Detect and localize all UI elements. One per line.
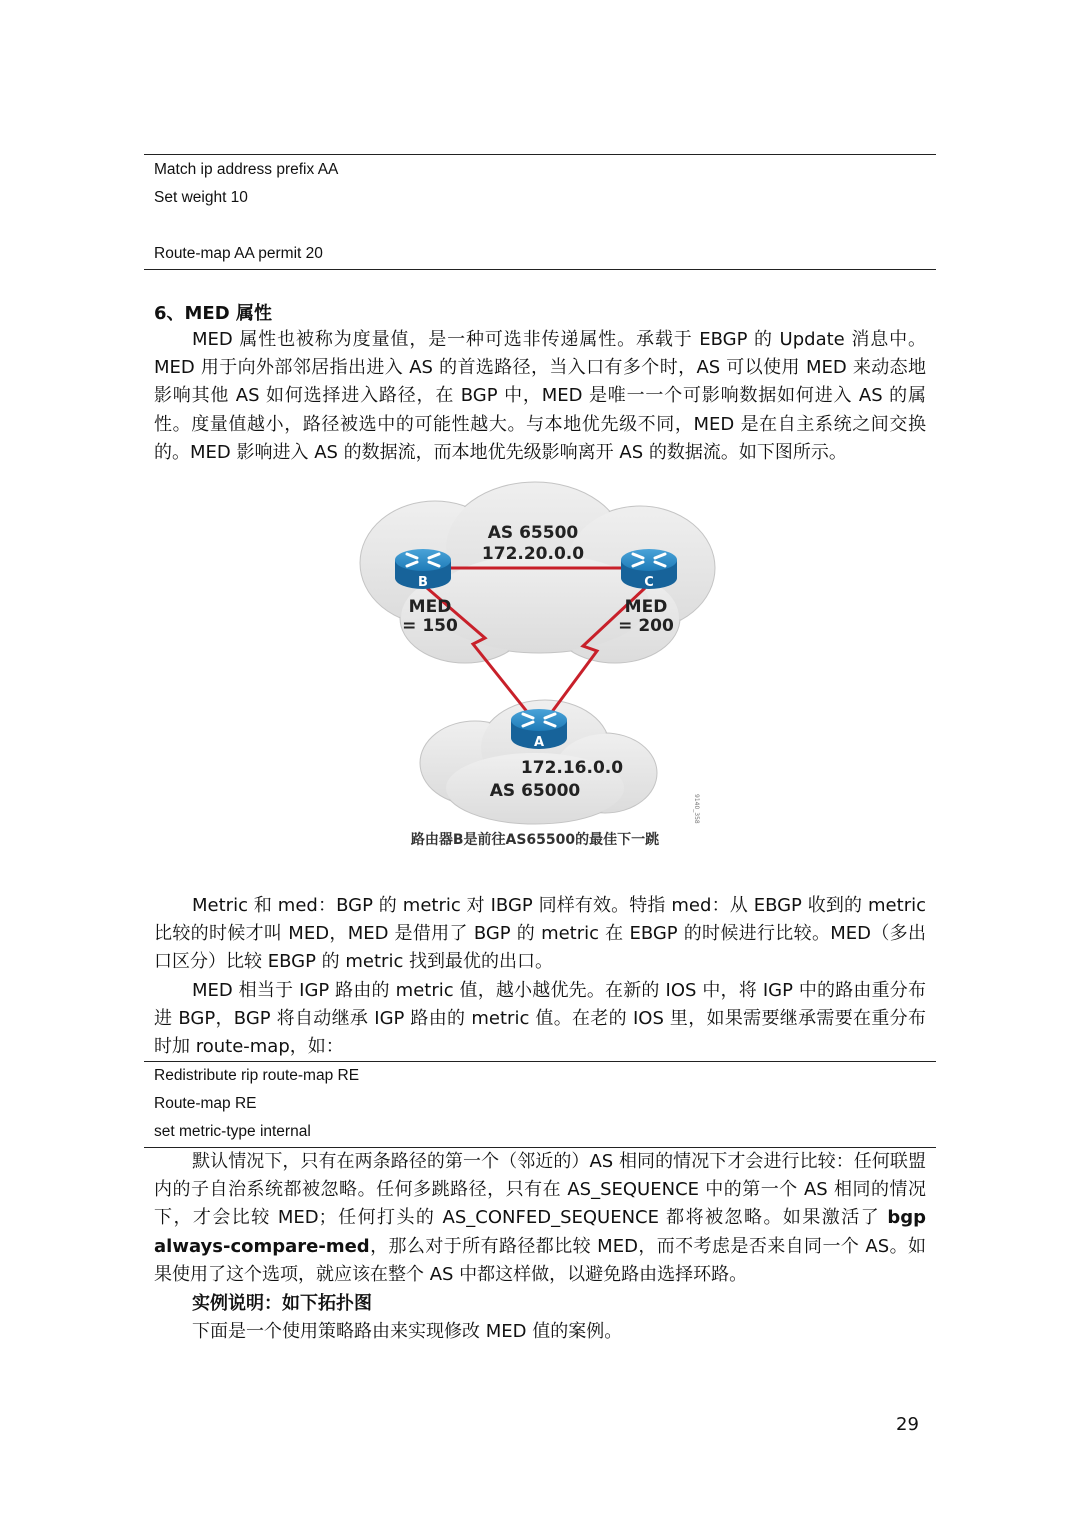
section-heading: 6、MED 属性 <box>154 303 272 324</box>
example-heading: 实例说明：如下拓扑图 <box>192 1293 372 1314</box>
bottom-as-label: AS 65000 <box>489 781 581 801</box>
code-line: set metric-type internal <box>154 1123 311 1140</box>
med-b-label-1: MED <box>408 597 452 617</box>
paragraph-compare-med <box>154 1148 926 1289</box>
side-code: 9140_358 <box>693 794 700 824</box>
med-topology-diagram <box>355 478 725 858</box>
code-block-route-map-aa <box>144 154 936 270</box>
code-line: Set weight 10 <box>154 189 248 206</box>
paragraph-text: 默认情况下，只有在两条路径的第一个（邻近的）AS 相同的情况下才会进行比较：任何联盟内的子自治系统都被忽略。任何多跳路径，只有在 AS_SEQUENCE 中的第一个 AS 相同的情况下，才会比较 MED；任何打头的 AS_CONFED_SEQUENCE 都将被忽略。如果激活了 <box>154 1151 926 1229</box>
paragraph-metric-med <box>154 892 926 977</box>
bottom-net-label: 172.16.0.0 <box>520 758 624 778</box>
med-b-label-2: = 150 <box>402 616 458 636</box>
paragraph-text: MED 相当于 IGP 路由的 metric 值，越小越优先。在新的 IOS 中，将 IGP 中的路由重分布进 BGP，BGP 将自动继承 IGP 路由的 metric 值。在老的 IOS 里，如果需要继承需要在重分布时加 route-map，如： <box>154 980 926 1058</box>
router-b-label: B <box>418 575 428 590</box>
page-number: 29 <box>896 1414 919 1435</box>
top-net-label: 172.20.0.0 <box>481 544 585 564</box>
command-always-compare-med: bgp always-compare-med <box>154 1207 926 1257</box>
paragraph-text: ，那么对于所有路径都比较 MED，而不考虑是否来自同一个 AS。如果使用了这个选项，就应该在整个 AS 中都这样做，以避免路由选择环路。 <box>154 1235 926 1285</box>
code-block-redistribute <box>144 1061 936 1148</box>
med-c-label-1: MED <box>624 597 668 617</box>
router-a-label: A <box>533 735 545 750</box>
top-as-label: AS 65500 <box>487 523 579 543</box>
paragraph-text: MED 属性也被称为度量值，是一种可选非传递属性。承载于 EBGP 的 Update 消息中。MED 用于向外部邻居指出进入 AS 的首选路径，当入口有多个时，AS 可以使用 MED 来动态地影响其他 AS 如何选择进入路径，在 BGP 中，MED 是唯一一个可影响数据如何进入 AS 的属性。度量值越小，路径被选中的可能性越大。与本地优先级不同，MED 是在自主系统之间交换的。MED 影响进入 AS 的数据流，而本地优先级影响离开 AS 的数据流。如下图所示。 <box>154 329 926 463</box>
code-line: Route-map RE <box>154 1095 257 1112</box>
code-line: Match ip address prefix AA <box>154 161 339 178</box>
router-c-label: C <box>644 575 654 590</box>
code-line: Route-map AA permit 20 <box>154 245 323 262</box>
example-text: 下面是一个使用策略路由来实现修改 MED 值的案例。 <box>192 1321 623 1342</box>
med-c-label-2: = 200 <box>618 616 674 636</box>
diagram-caption: 路由器B是前往AS65500的最佳下一跳 <box>410 832 660 848</box>
paragraph-text: Metric 和 med：BGP 的 metric 对 IBGP 同样有效。特指 med：从 EBGP 收到的 metric 比较的时候才叫 MED，MED 是借用了 BGP 的 metric 在 EBGP 的时候进行比较。MED（多出口区分）比较 EBGP 的 metric 找到最优的出口。 <box>154 895 926 973</box>
code-line: Redistribute rip route-map RE <box>154 1067 360 1084</box>
paragraph-igp-metric <box>154 977 926 1062</box>
paragraph-med-intro <box>154 326 926 467</box>
